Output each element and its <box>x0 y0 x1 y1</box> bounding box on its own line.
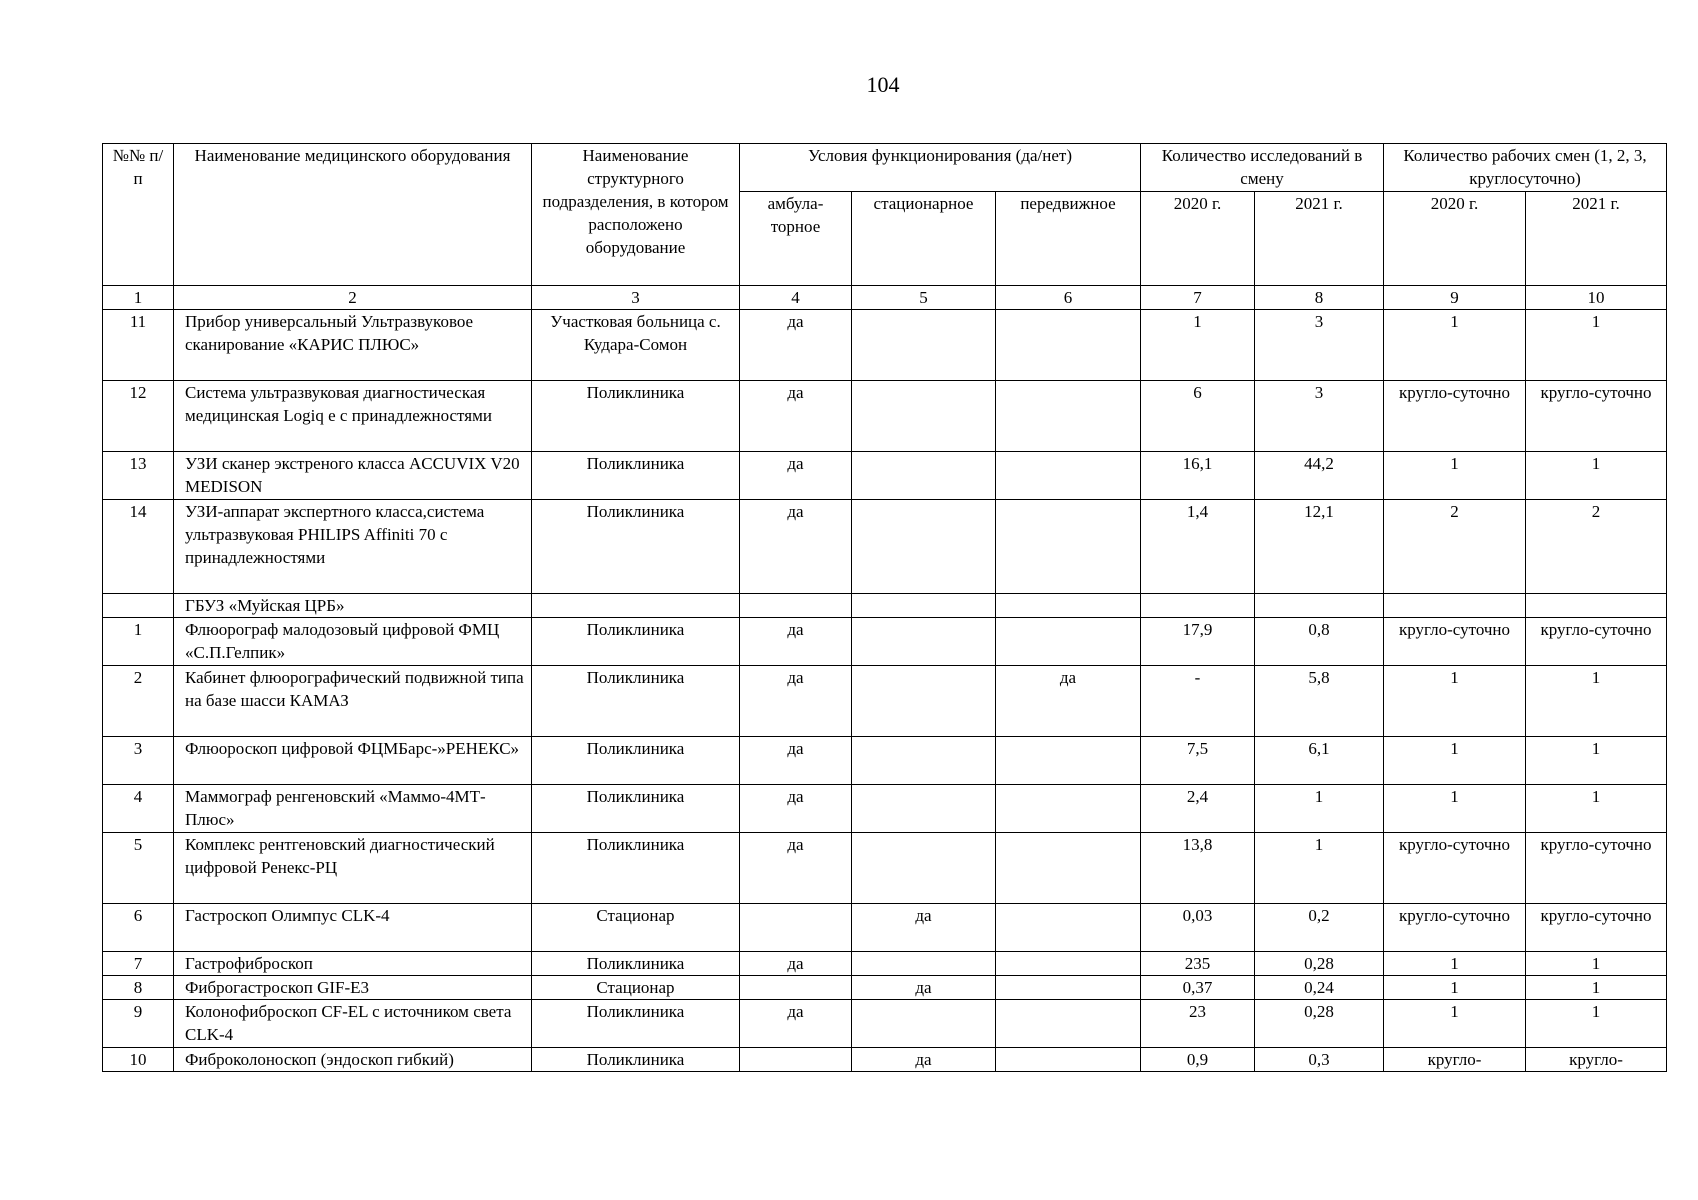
row-count-2021: 1 <box>1255 785 1384 833</box>
row-equipment-name: УЗИ-аппарат экспертного класса,система ультразвуковая PHILIPS Affiniti 70 с принадлежностями <box>174 500 532 594</box>
row-stationary <box>852 500 996 594</box>
row-num: 2 <box>103 666 174 737</box>
row-shifts-2020: 1 <box>1384 452 1526 500</box>
column-number: 1 <box>103 286 174 310</box>
row-shifts-2021: кругло-суточно <box>1526 904 1667 952</box>
row-count-2020: 235 <box>1141 952 1255 976</box>
row-shifts-2020 <box>1384 594 1526 618</box>
row-count-2020: 0,37 <box>1141 976 1255 1000</box>
row-shifts-2020: 1 <box>1384 1000 1526 1048</box>
row-unit: Поликлиника <box>532 1048 740 1072</box>
row-unit: Поликлиника <box>532 1000 740 1048</box>
row-shifts-2021: кругло-суточно <box>1526 381 1667 452</box>
row-ambulatory: да <box>740 737 852 785</box>
row-mobile <box>996 310 1141 381</box>
row-mobile <box>996 618 1141 666</box>
row-ambulatory: да <box>740 666 852 737</box>
row-stationary <box>852 737 996 785</box>
row-equipment-name: Комплекс рентгеновский диагностический цифровой Ренекс-РЦ <box>174 833 532 904</box>
header-ambulatory: амбула-торное <box>740 192 852 286</box>
row-count-2020: 13,8 <box>1141 833 1255 904</box>
row-shifts-2021: кругло-суточно <box>1526 618 1667 666</box>
row-shifts-2020: кругло-суточно <box>1384 833 1526 904</box>
row-count-2020: 2,4 <box>1141 785 1255 833</box>
header-num: №№ п/п <box>103 144 174 286</box>
header-equipment-name: Наименование медицинского оборудования <box>174 144 532 286</box>
row-shifts-2021 <box>1526 594 1667 618</box>
row-shifts-2020: кругло-суточно <box>1384 618 1526 666</box>
row-stationary <box>852 666 996 737</box>
row-ambulatory <box>740 1048 852 1072</box>
row-count-2021: 12,1 <box>1255 500 1384 594</box>
table-row <box>103 500 1667 594</box>
column-number: 6 <box>996 286 1141 310</box>
row-shifts-2021: 1 <box>1526 452 1667 500</box>
column-number: 8 <box>1255 286 1384 310</box>
row-unit: Поликлиника <box>532 833 740 904</box>
row-count-2021: 44,2 <box>1255 452 1384 500</box>
header-unit: Наименование структурного подразделения, в котором расположено оборудование <box>532 144 740 286</box>
row-count-2021: 1 <box>1255 833 1384 904</box>
row-count-2021: 3 <box>1255 381 1384 452</box>
header-mobile: передвижное <box>996 192 1141 286</box>
row-stationary <box>852 618 996 666</box>
column-number-row <box>103 286 1667 310</box>
row-shifts-2020: 1 <box>1384 785 1526 833</box>
row-count-2021: 3 <box>1255 310 1384 381</box>
row-unit: Участковая больница с. Кудара-Сомон <box>532 310 740 381</box>
row-num <box>103 594 174 618</box>
row-count-2020: - <box>1141 666 1255 737</box>
row-equipment-name: Фиброгастроскоп GIF-E3 <box>174 976 532 1000</box>
row-unit: Поликлиника <box>532 452 740 500</box>
row-shifts-2020: 1 <box>1384 310 1526 381</box>
row-mobile <box>996 785 1141 833</box>
row-mobile <box>996 452 1141 500</box>
row-equipment-name: Маммограф ренгеновский «Маммо-4МТ-Плюс» <box>174 785 532 833</box>
row-ambulatory: да <box>740 500 852 594</box>
row-mobile <box>996 976 1141 1000</box>
row-equipment-name: Кабинет флюорографический подвижной типа на базе шасси КАМАЗ <box>174 666 532 737</box>
row-stationary <box>852 310 996 381</box>
row-stationary <box>852 594 996 618</box>
row-stationary <box>852 381 996 452</box>
row-ambulatory: да <box>740 833 852 904</box>
row-equipment-name: Система ультразвуковая диагностическая медицинская Logiq e с принадлежностями <box>174 381 532 452</box>
row-ambulatory: да <box>740 310 852 381</box>
row-stationary <box>852 785 996 833</box>
row-stationary: да <box>852 1048 996 1072</box>
row-unit <box>532 594 740 618</box>
row-count-2020: 7,5 <box>1141 737 1255 785</box>
column-number: 2 <box>174 286 532 310</box>
row-section-title: ГБУЗ «Муйская ЦРБ» <box>174 594 532 618</box>
row-shifts-2020: 1 <box>1384 952 1526 976</box>
row-unit: Стационар <box>532 976 740 1000</box>
row-count-2021: 0,8 <box>1255 618 1384 666</box>
row-mobile <box>996 1000 1141 1048</box>
row-shifts-2021: 1 <box>1526 976 1667 1000</box>
row-num: 4 <box>103 785 174 833</box>
row-stationary <box>852 952 996 976</box>
table-row <box>103 666 1667 737</box>
equipment-table <box>102 143 1667 1072</box>
row-num: 11 <box>103 310 174 381</box>
column-number: 7 <box>1141 286 1255 310</box>
row-unit: Поликлиника <box>532 381 740 452</box>
row-mobile <box>996 833 1141 904</box>
row-stationary <box>852 833 996 904</box>
row-unit: Поликлиника <box>532 500 740 594</box>
row-unit: Поликлиника <box>532 666 740 737</box>
row-ambulatory: да <box>740 452 852 500</box>
row-mobile <box>996 594 1141 618</box>
row-shifts-2021: 1 <box>1526 666 1667 737</box>
table-row <box>103 904 1667 952</box>
row-shifts-2020: 1 <box>1384 976 1526 1000</box>
page-number: 104 <box>866 72 900 97</box>
header-count: Количество исследований в смену <box>1141 144 1384 192</box>
row-num: 5 <box>103 833 174 904</box>
equipment-table-container <box>102 143 1666 1072</box>
table-row <box>103 452 1667 500</box>
header-shifts-2021: 2021 г. <box>1526 192 1667 286</box>
row-ambulatory: да <box>740 1000 852 1048</box>
row-equipment-name: Фиброколоноскоп (эндоскоп гибкий) <box>174 1048 532 1072</box>
header-shifts-2020: 2020 г. <box>1384 192 1526 286</box>
row-ambulatory <box>740 976 852 1000</box>
row-shifts-2020: кругло-суточно <box>1384 381 1526 452</box>
row-mobile <box>996 904 1141 952</box>
header-stationary: стационарное <box>852 192 996 286</box>
row-num: 14 <box>103 500 174 594</box>
row-num: 3 <box>103 737 174 785</box>
row-mobile <box>996 1048 1141 1072</box>
row-equipment-name: Флюорограф малодозовый цифровой ФМЦ «С.П.Гелпик» <box>174 618 532 666</box>
row-equipment-name: Прибор универсальный Ультразвуковое сканирование «КАРИС ПЛЮС» <box>174 310 532 381</box>
row-ambulatory <box>740 904 852 952</box>
column-number: 10 <box>1526 286 1667 310</box>
row-shifts-2021: 1 <box>1526 785 1667 833</box>
row-equipment-name: Колонофиброскоп CF-EL с источником света CLK-4 <box>174 1000 532 1048</box>
row-ambulatory: да <box>740 618 852 666</box>
row-mobile <box>996 737 1141 785</box>
column-number: 3 <box>532 286 740 310</box>
row-shifts-2021: 2 <box>1526 500 1667 594</box>
table-row <box>103 952 1667 976</box>
table-row <box>103 310 1667 381</box>
row-shifts-2021: кругло- <box>1526 1048 1667 1072</box>
row-ambulatory <box>740 594 852 618</box>
table-row <box>103 833 1667 904</box>
table-row <box>103 1048 1667 1072</box>
row-stationary: да <box>852 976 996 1000</box>
row-count-2020: 0,03 <box>1141 904 1255 952</box>
row-ambulatory: да <box>740 381 852 452</box>
row-shifts-2021: 1 <box>1526 952 1667 976</box>
row-equipment-name: Гастроскоп Олимпус CLK-4 <box>174 904 532 952</box>
row-equipment-name: Флюороскоп цифровой ФЦМБарс-»РЕНЕКС» <box>174 737 532 785</box>
row-count-2020: 1 <box>1141 310 1255 381</box>
row-num: 6 <box>103 904 174 952</box>
row-num: 9 <box>103 1000 174 1048</box>
row-shifts-2020: 2 <box>1384 500 1526 594</box>
row-unit: Стационар <box>532 904 740 952</box>
row-shifts-2020: 1 <box>1384 666 1526 737</box>
row-count-2021: 0,3 <box>1255 1048 1384 1072</box>
header-row-1 <box>103 144 1667 192</box>
row-equipment-name: Гастрофиброскоп <box>174 952 532 976</box>
table-row <box>103 737 1667 785</box>
row-shifts-2021: 1 <box>1526 737 1667 785</box>
row-count-2021: 0,28 <box>1255 1000 1384 1048</box>
table-row <box>103 1000 1667 1048</box>
row-stationary <box>852 452 996 500</box>
table-row <box>103 976 1667 1000</box>
column-number: 5 <box>852 286 996 310</box>
table-row <box>103 594 1667 618</box>
row-count-2020: 6 <box>1141 381 1255 452</box>
row-shifts-2021: 1 <box>1526 1000 1667 1048</box>
row-ambulatory: да <box>740 785 852 833</box>
table-row <box>103 381 1667 452</box>
row-mobile <box>996 952 1141 976</box>
row-unit: Поликлиника <box>532 618 740 666</box>
row-count-2020: 1,4 <box>1141 500 1255 594</box>
row-count-2021: 0,24 <box>1255 976 1384 1000</box>
row-unit: Поликлиника <box>532 952 740 976</box>
row-stationary: да <box>852 904 996 952</box>
table-body <box>103 310 1667 1072</box>
row-num: 8 <box>103 976 174 1000</box>
column-number: 9 <box>1384 286 1526 310</box>
row-ambulatory: да <box>740 952 852 976</box>
row-count-2020: 17,9 <box>1141 618 1255 666</box>
row-mobile <box>996 500 1141 594</box>
row-unit: Поликлиника <box>532 737 740 785</box>
row-num: 1 <box>103 618 174 666</box>
row-count-2021: 6,1 <box>1255 737 1384 785</box>
row-count-2020: 23 <box>1141 1000 1255 1048</box>
row-num: 12 <box>103 381 174 452</box>
row-equipment-name: УЗИ сканер экстреного класса ACCUVIX V20 MEDISON <box>174 452 532 500</box>
row-count-2021: 0,28 <box>1255 952 1384 976</box>
row-count-2020: 16,1 <box>1141 452 1255 500</box>
row-stationary <box>852 1000 996 1048</box>
row-shifts-2020: 1 <box>1384 737 1526 785</box>
row-unit: Поликлиника <box>532 785 740 833</box>
header-shifts: Количество рабочих смен (1, 2, 3, круглосуточно) <box>1384 144 1667 192</box>
row-count-2020: 0,9 <box>1141 1048 1255 1072</box>
row-num: 7 <box>103 952 174 976</box>
header-count-2020: 2020 г. <box>1141 192 1255 286</box>
row-mobile: да <box>996 666 1141 737</box>
row-num: 10 <box>103 1048 174 1072</box>
row-count-2020 <box>1141 594 1255 618</box>
row-count-2021: 5,8 <box>1255 666 1384 737</box>
row-count-2021: 0,2 <box>1255 904 1384 952</box>
row-shifts-2020: кругло-суточно <box>1384 904 1526 952</box>
row-shifts-2021: кругло-суточно <box>1526 833 1667 904</box>
row-mobile <box>996 381 1141 452</box>
header-count-2021: 2021 г. <box>1255 192 1384 286</box>
row-num: 13 <box>103 452 174 500</box>
row-shifts-2021: 1 <box>1526 310 1667 381</box>
row-shifts-2020: кругло- <box>1384 1048 1526 1072</box>
table-row <box>103 785 1667 833</box>
row-count-2021 <box>1255 594 1384 618</box>
column-number: 4 <box>740 286 852 310</box>
header-conditions: Условия функционирования (да/нет) <box>740 144 1141 192</box>
table-row <box>103 618 1667 666</box>
